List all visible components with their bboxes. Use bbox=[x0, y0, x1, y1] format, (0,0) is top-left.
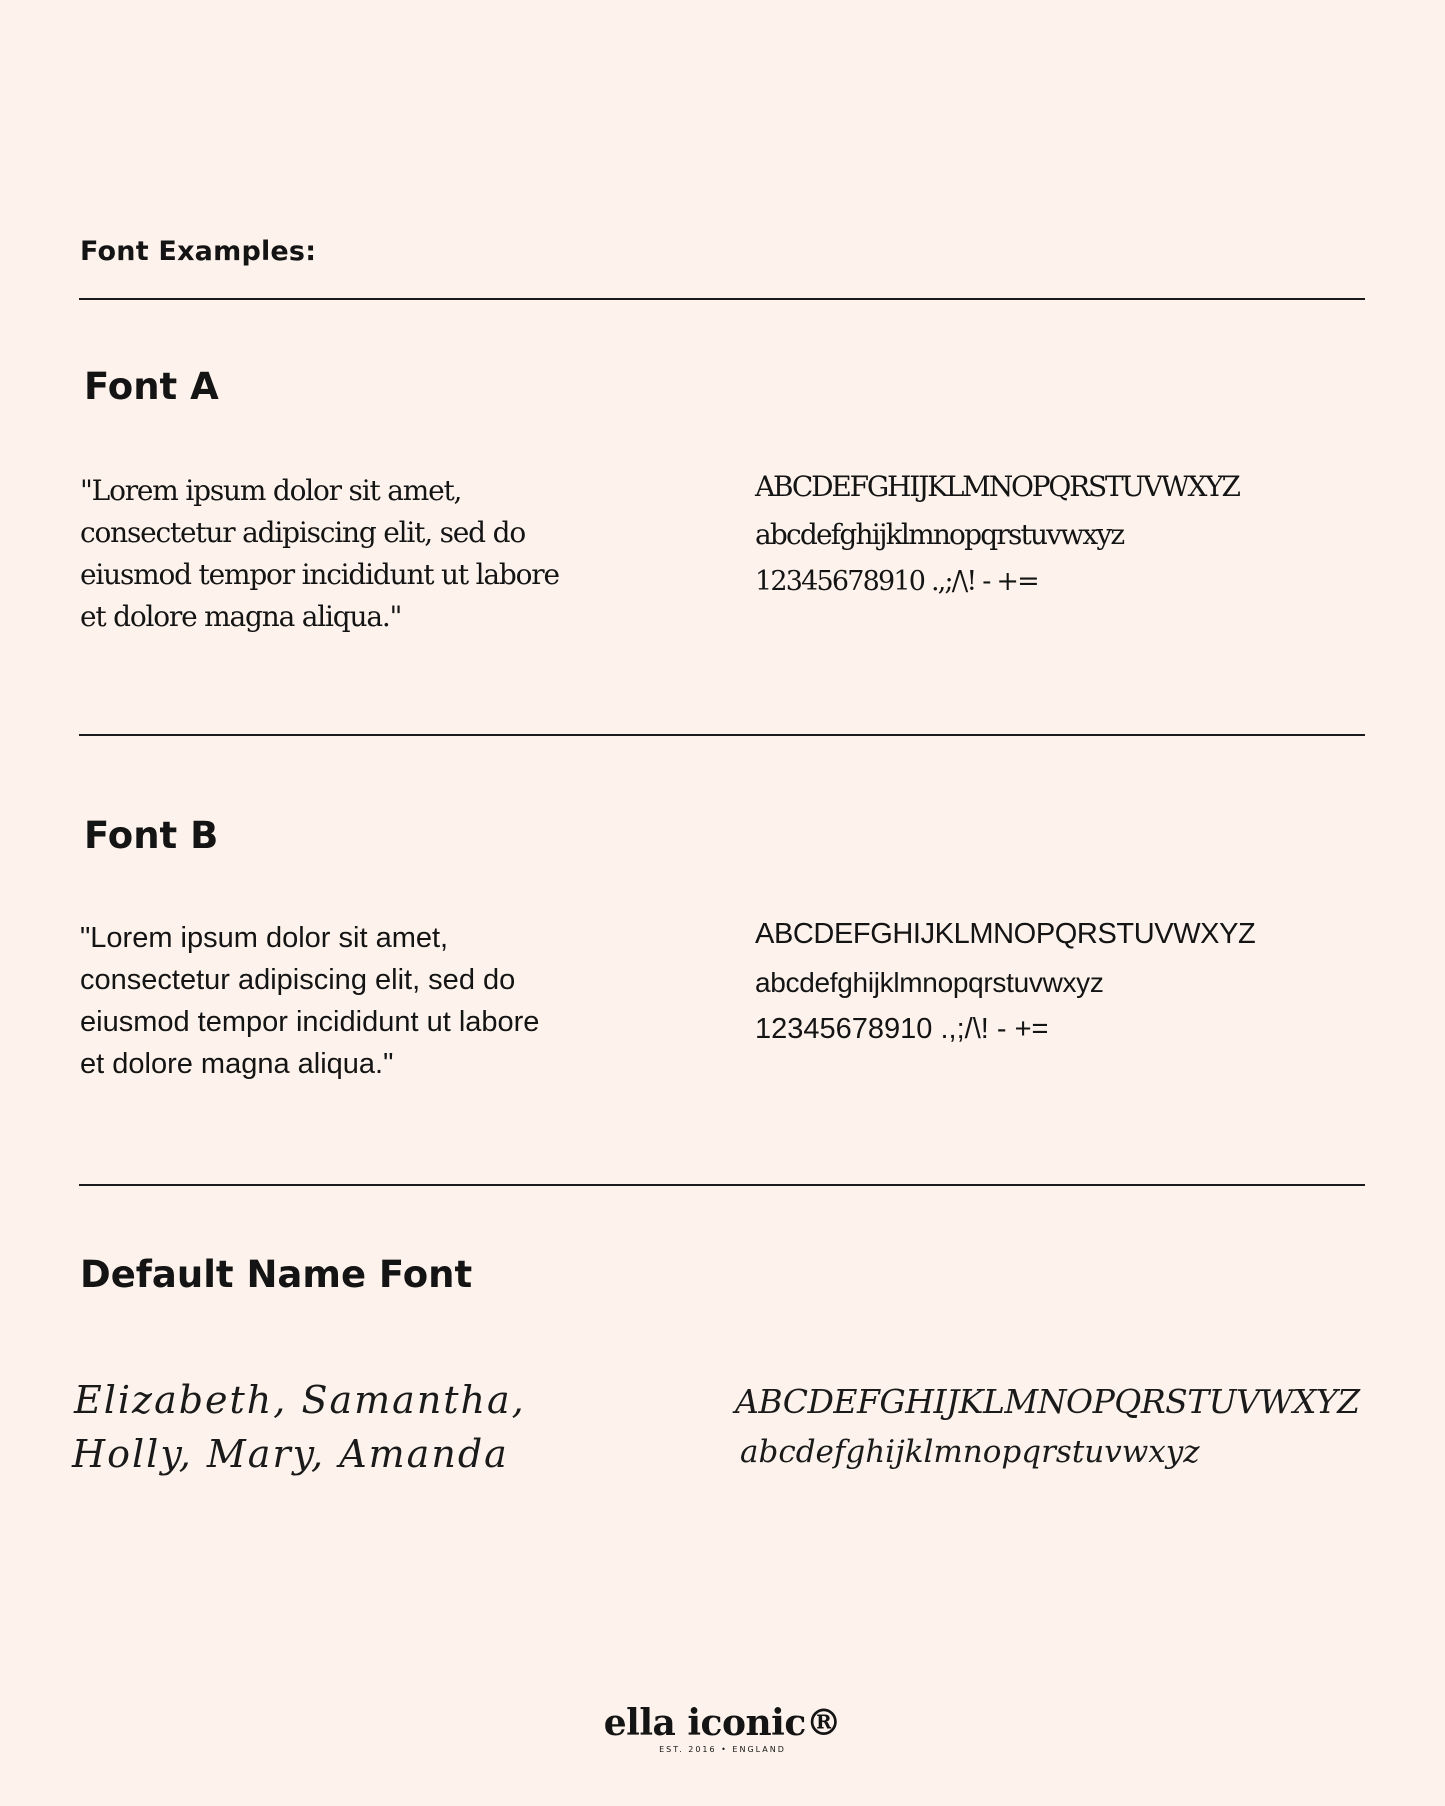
script-uppercase: ABCDEFGHIJKLMNOPQRSTUVWXYZ bbox=[735, 1382, 1360, 1421]
font-b-lowercase: abcdefghijklmnopqrstuvwxyz bbox=[755, 967, 1104, 998]
script-names-line-1: Elizabeth, Samantha, bbox=[74, 1378, 526, 1422]
font-b-numbers: 12345678910 .,;/\! - += bbox=[755, 1013, 1049, 1045]
font-a-title: Font A bbox=[84, 365, 219, 408]
sample-line: "Lorem ipsum dolor sit amet, bbox=[80, 922, 449, 954]
font-a-uppercase: ABCDEFGHIJKLMNOPQRSTUVWXYZ bbox=[755, 470, 1239, 503]
font-b-uppercase: ABCDEFGHIJKLMNOPQRSTUVWXYZ bbox=[755, 918, 1256, 950]
divider bbox=[79, 734, 1365, 736]
font-a-sample-text bbox=[80, 470, 559, 638]
font-a-numbers: 12345678910 .,;/\! - += bbox=[755, 566, 1038, 597]
default-name-font-title: Default Name Font bbox=[80, 1253, 473, 1296]
sample-line: et dolore magna aliqua." bbox=[80, 600, 402, 633]
sample-line: consectetur adipiscing elit, sed do bbox=[80, 964, 516, 996]
sample-line: et dolore magna aliqua." bbox=[80, 1048, 394, 1080]
divider bbox=[79, 1184, 1365, 1186]
sample-line: consectetur adipiscing elit, sed do bbox=[80, 516, 525, 549]
script-names-line-2: Holly, Mary, Amanda bbox=[72, 1432, 509, 1476]
page-heading: Font Examples: bbox=[80, 236, 317, 267]
divider bbox=[79, 298, 1365, 300]
font-a-lowercase: abcdefghijklmnopqrstuvwxyz bbox=[755, 518, 1124, 551]
logo-tagline: EST. 2016 • ENGLAND bbox=[659, 1745, 786, 1754]
logo-wordmark: ella iconic® bbox=[603, 1702, 842, 1744]
sample-line: eiusmod tempor incididunt ut labore bbox=[80, 1006, 540, 1038]
script-lowercase: abcdefghijklmnopqrstuvwxyz bbox=[740, 1434, 1200, 1470]
font-b-sample-text bbox=[80, 917, 539, 1085]
sample-line: "Lorem ipsum dolor sit amet, bbox=[80, 474, 462, 507]
font-b-title: Font B bbox=[84, 814, 219, 857]
sample-line: eiusmod tempor incididunt ut labore bbox=[80, 558, 559, 591]
